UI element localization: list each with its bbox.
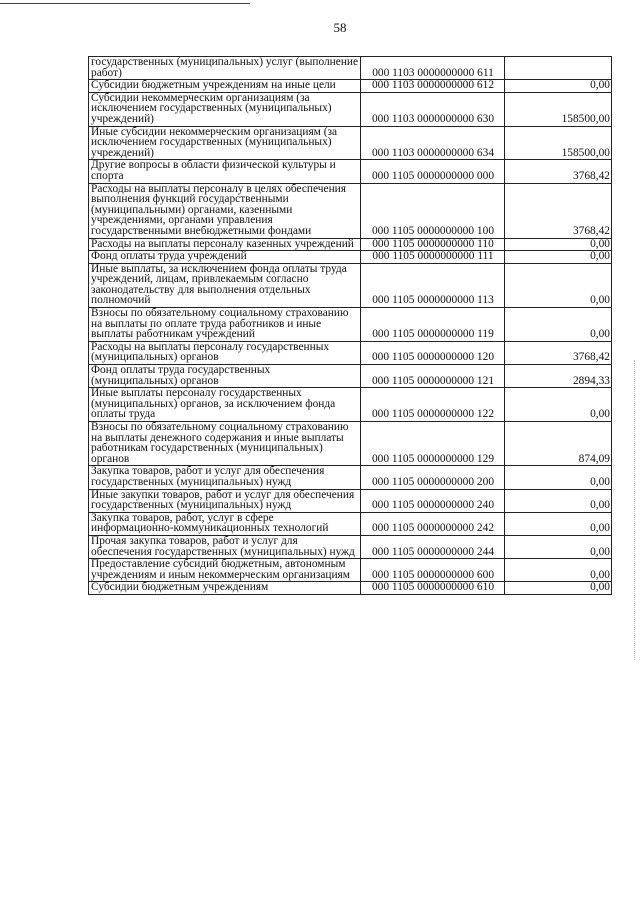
expense-name-cell: Предоставление субсидий бюджетным, автономным учреждениям и иным некоммерческим организациям [89, 559, 361, 582]
amount-cell: 0,00 [505, 80, 612, 93]
scan-edge-mark [634, 360, 636, 660]
page-number: 58 [333, 20, 347, 35]
expense-name-cell: Фонд оплаты труда государственных (муниципальных) органов [89, 365, 361, 388]
expense-name-cell: Другие вопросы в области физической культуры и спорта [89, 160, 361, 183]
table-row [89, 308, 612, 342]
expense-name-cell: государственных (муниципальных) услуг (выполнение работ) [89, 57, 361, 80]
table-row [89, 263, 612, 307]
table-row [89, 126, 612, 160]
budget-code-cell: 000 1105 0000000000 110 [361, 238, 505, 251]
amount-cell: 874,09 [505, 422, 612, 466]
budget-code-cell: 000 1105 0000000000 120 [361, 341, 505, 364]
table-row [89, 160, 612, 183]
table-row [89, 512, 612, 535]
budget-code-cell: 000 1105 0000000000 610 [361, 582, 505, 595]
expense-name-cell: Взносы по обязательному социальному страхованию на выплаты по оплате труда работников и иные выплаты работникам учреждений [89, 308, 361, 342]
expense-name-cell: Закупка товаров, работ и услуг для обеспечения государственных (муниципальных) нужд [89, 466, 361, 489]
amount-cell: 0,00 [505, 512, 612, 535]
table-row [89, 92, 612, 126]
expense-name-cell: Субсидии некоммерческим организациям (за исключением государственных (муниципальных) учреждений) [89, 92, 361, 126]
table-row [89, 559, 612, 582]
table-row [89, 466, 612, 489]
expense-name-cell: Субсидии бюджетным учреждениям на иные цели [89, 80, 361, 93]
table-row [89, 183, 612, 238]
budget-code-cell: 000 1103 0000000000 612 [361, 80, 505, 93]
budget-table [88, 56, 612, 595]
amount-cell: 3768,42 [505, 183, 612, 238]
budget-code-cell: 000 1105 0000000000 100 [361, 183, 505, 238]
amount-cell: 0,00 [505, 489, 612, 512]
table-row [89, 489, 612, 512]
budget-code-cell: 000 1105 0000000000 244 [361, 535, 505, 558]
expense-name-cell: Иные выплаты, за исключением фонда оплаты труда учреждений, лицам, привлекаемым согласно законодательству для выполнения отдельных полномочий [89, 263, 361, 307]
expense-name-cell: Иные субсидии некоммерческим организациям (за исключением государственных (муниципальных) учреждений) [89, 126, 361, 160]
expense-name-cell: Закупка товаров, работ, услуг в сфере информационно-коммуникационных технологий [89, 512, 361, 535]
amount-cell: 2894,33 [505, 365, 612, 388]
expense-name-cell: Расходы на выплаты персоналу государственных (муниципальных) органов [89, 341, 361, 364]
table-row [89, 582, 612, 595]
amount-cell: 0,00 [505, 263, 612, 307]
table-row [89, 238, 612, 251]
budget-code-cell: 000 1103 0000000000 630 [361, 92, 505, 126]
amount-cell: 0,00 [505, 559, 612, 582]
table-row [89, 57, 612, 80]
expense-name-cell: Субсидии бюджетным учреждениям [89, 582, 361, 595]
header-rule [0, 3, 250, 4]
table-row [89, 365, 612, 388]
budget-code-cell: 000 1105 0000000000 600 [361, 559, 505, 582]
table-row [89, 80, 612, 93]
budget-code-cell: 000 1105 0000000000 113 [361, 263, 505, 307]
amount-cell: 0,00 [505, 582, 612, 595]
expense-name-cell: Взносы по обязательному социальному страхованию на выплаты денежного содержания и иные выплаты работникам государственных (муниципальных) органов [89, 422, 361, 466]
budget-code-cell: 000 1105 0000000000 119 [361, 308, 505, 342]
expense-name-cell: Прочая закупка товаров, работ и услуг для обеспечения государственных (муниципальных) нужд [89, 535, 361, 558]
budget-code-cell: 000 1105 0000000000 121 [361, 365, 505, 388]
amount-cell: 158500,00 [505, 126, 612, 160]
table-row [89, 251, 612, 264]
budget-code-cell: 000 1105 0000000000 240 [361, 489, 505, 512]
amount-cell: 0,00 [505, 466, 612, 489]
budget-code-cell: 000 1105 0000000000 200 [361, 466, 505, 489]
expense-name-cell: Иные закупки товаров, работ и услуг для обеспечения государственных (муниципальных) нужд [89, 489, 361, 512]
budget-code-cell: 000 1105 0000000000 000 [361, 160, 505, 183]
budget-code-cell: 000 1103 0000000000 611 [361, 57, 505, 80]
budget-code-cell: 000 1105 0000000000 242 [361, 512, 505, 535]
budget-code-cell: 000 1105 0000000000 122 [361, 388, 505, 422]
expense-name-cell: Фонд оплаты труда учреждений [89, 251, 361, 264]
amount-cell: 3768,42 [505, 160, 612, 183]
amount-cell: 0,00 [505, 388, 612, 422]
amount-cell: 158500,00 [505, 92, 612, 126]
amount-cell: 0,00 [505, 238, 612, 251]
expense-name-cell: Иные выплаты персоналу государственных (муниципальных) органов, за исключением фонда оплаты труда [89, 388, 361, 422]
budget-code-cell: 000 1103 0000000000 634 [361, 126, 505, 160]
amount-cell [505, 57, 612, 80]
expense-name-cell: Расходы на выплаты персоналу казенных учреждений [89, 238, 361, 251]
table-row [89, 388, 612, 422]
table-row [89, 535, 612, 558]
budget-table-body [89, 57, 612, 595]
amount-cell: 0,00 [505, 251, 612, 264]
budget-code-cell: 000 1105 0000000000 111 [361, 251, 505, 264]
budget-code-cell: 000 1105 0000000000 129 [361, 422, 505, 466]
amount-cell: 0,00 [505, 308, 612, 342]
expense-name-cell: Расходы на выплаты персоналу в целях обеспечения выполнения функций государственными (муниципальными) органами, казенными учреждениями, органами управления государственными внебюджетными фондами [89, 183, 361, 238]
amount-cell: 3768,42 [505, 341, 612, 364]
table-row [89, 422, 612, 466]
table-row [89, 341, 612, 364]
amount-cell: 0,00 [505, 535, 612, 558]
